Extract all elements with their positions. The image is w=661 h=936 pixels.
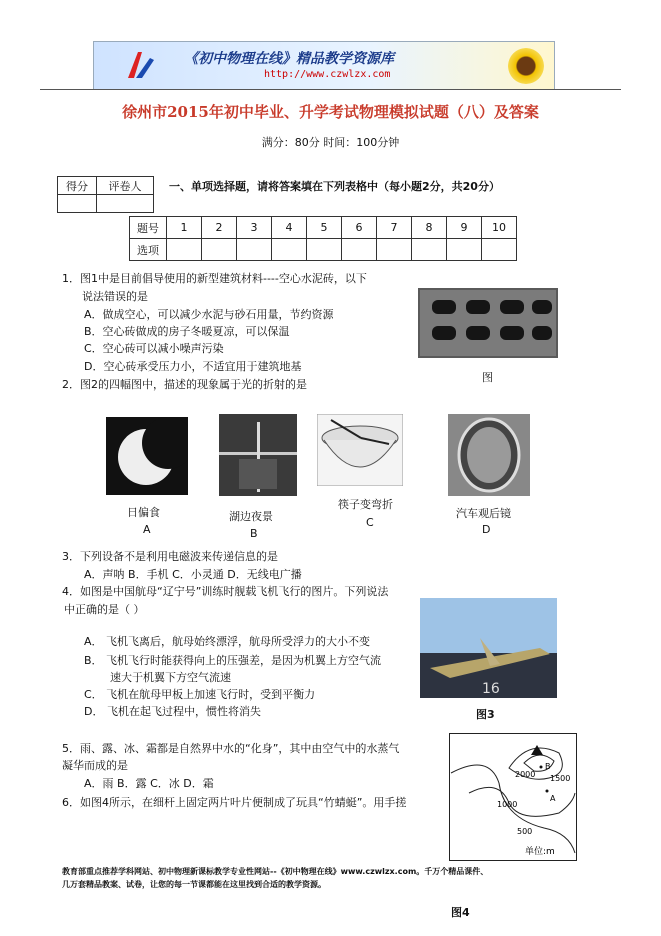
- svg-text:16: 16: [482, 681, 500, 697]
- qnum: 7: [377, 217, 412, 239]
- score-label: 得分: [58, 177, 97, 195]
- q1-option-b: B．空心砖做成的房子冬暖夏凉，可以保温: [84, 325, 290, 338]
- banner-title: 《初中物理在线》精品教学资源库: [184, 51, 394, 67]
- q2-caption-a: 日偏食: [127, 506, 160, 519]
- answer-cell[interactable]: [202, 239, 237, 261]
- fig4-label: 图4: [451, 906, 470, 919]
- qnum: 10: [482, 217, 517, 239]
- q6-stem: 6．如图4所示，在细杆上固定两片叶片便制成了玩具“竹蜻蜓”。用手搓: [62, 796, 407, 809]
- q2-letter-b: B: [250, 527, 258, 540]
- map-unit: 单位:m: [525, 847, 555, 857]
- score-table: [57, 176, 154, 213]
- answer-cell[interactable]: [482, 239, 517, 261]
- answer-table: [129, 216, 517, 261]
- answer-cell[interactable]: [412, 239, 447, 261]
- q1-option-c: C．空心砖可以减小噪声污染: [84, 342, 224, 355]
- contour-1000: 1000: [497, 800, 518, 809]
- section-heading: 一、单项选择题，请将答案填在下列表格中（每小题2分，共20分）: [169, 180, 500, 193]
- partial-eclipse-image: [106, 417, 188, 495]
- site-logo-icon: [124, 48, 158, 82]
- q2-letter-d: D: [482, 523, 491, 536]
- answer-cell[interactable]: [307, 239, 342, 261]
- point-b: B: [545, 762, 551, 771]
- q4-option-b: B． 飞机飞行时能获得向上的压强差，是因为机翼上方空气流: [84, 654, 382, 667]
- footer-line-2: 几万套精品教案、试卷，让您的每一节课都能在这里找到合适的教学资源。: [62, 880, 326, 889]
- footer-line-1: 教育部重点推荐学科网站、初中物理新课标教学专业性网站--《初中物理在线》www.czwlzx.com。千万个精品课件、: [62, 867, 489, 876]
- answer-cell[interactable]: [342, 239, 377, 261]
- hollow-brick-image: [418, 288, 558, 358]
- contour-1500: 1500: [550, 774, 571, 783]
- qnum: 2: [202, 217, 237, 239]
- question-number-label: 题号: [130, 217, 167, 239]
- answer-cell[interactable]: [237, 239, 272, 261]
- qnum: 4: [272, 217, 307, 239]
- qnum: 9: [447, 217, 482, 239]
- score-cell[interactable]: [58, 195, 97, 213]
- answer-cell[interactable]: [447, 239, 482, 261]
- q5-stem: 5．雨、露、冰、霜都是自然界中水的“化身”，其中由空气中的水蒸气: [62, 742, 400, 755]
- bent-chopstick-image: [317, 414, 403, 486]
- contour-map: [449, 733, 577, 861]
- q3-options: A．声呐 B．手机 C．小灵通 D．无线电广播: [84, 568, 302, 581]
- q2-caption-c: 筷子变弯折: [338, 498, 393, 511]
- q1-stem-2: 说法错误的是: [82, 290, 148, 303]
- q2-caption-d: 汽车观后镜: [456, 507, 511, 520]
- q5-options: A．雨 B．露 C．冰 D．霜: [84, 777, 214, 790]
- car-mirror-image: [448, 414, 530, 496]
- q4-stem: 4．如图是中国航母“辽宁号”训练时舰载飞机飞行的图片。下列说法: [62, 585, 389, 598]
- q2-caption-b: 湖边夜景: [229, 510, 273, 523]
- q4-option-a: A． 飞机飞离后，航母始终漂浮，航母所受浮力的大小不变: [84, 635, 371, 648]
- q4-option-c: C． 飞机在航母甲板上加速飞行时，受到平衡力: [84, 688, 316, 701]
- qnum: 3: [237, 217, 272, 239]
- header-banner: [93, 41, 555, 90]
- q2-letter-c: C: [366, 516, 374, 529]
- lakeside-night-image: [219, 414, 297, 496]
- qnum: 5: [307, 217, 342, 239]
- qnum: 1: [167, 217, 202, 239]
- answer-cell[interactable]: [377, 239, 412, 261]
- contour-500: 500: [517, 827, 533, 836]
- q3-stem: 3．下列设备不是利用电磁波来传递信息的是: [62, 550, 278, 563]
- grader-cell[interactable]: [97, 195, 154, 213]
- q2-letter-a: A: [143, 523, 151, 536]
- point-a: A: [550, 794, 556, 803]
- q5-stem-2: 凝华而成的是: [62, 759, 128, 772]
- page-title: 徐州市2015年初中毕业、升学考试物理模拟试题（八）及答案: [122, 103, 539, 121]
- q2-stem: 2．图2的四幅图中，描述的现象属于光的折射的是: [62, 378, 307, 391]
- exam-info: 满分：80分 时间：100分钟: [261, 136, 400, 149]
- sunflower-icon: [508, 48, 544, 84]
- carrier-jet-image: [420, 598, 557, 698]
- q1-stem: 1．图1中是目前倡导使用的新型建筑材料----空心水泥砖，以下: [62, 272, 367, 285]
- option-label: 选项: [130, 239, 167, 261]
- qnum: 6: [342, 217, 377, 239]
- answer-cell[interactable]: [167, 239, 202, 261]
- q4-option-d: D． 飞机在起飞过程中，惯性将消失: [84, 705, 261, 718]
- qnum: 8: [412, 217, 447, 239]
- q1-option-a: A．做成空心，可以减少水泥与砂石用量，节约资源: [84, 308, 334, 321]
- fig1-label: 图: [482, 371, 493, 384]
- contour-2000: 2000: [515, 770, 536, 779]
- fig3-label: 图3: [476, 708, 495, 721]
- q1-option-d: D．空心砖承受压力小，不适宜用于建筑地基: [84, 360, 302, 373]
- grader-label: 评卷人: [97, 177, 154, 195]
- header-divider: [40, 89, 621, 90]
- q4-stem-2: 中正确的是（ ）: [64, 603, 145, 616]
- q4-option-b-2: 速大于机翼下方空气流速: [110, 671, 231, 684]
- banner-url[interactable]: http://www.czwlzx.com: [264, 69, 391, 80]
- answer-cell[interactable]: [272, 239, 307, 261]
